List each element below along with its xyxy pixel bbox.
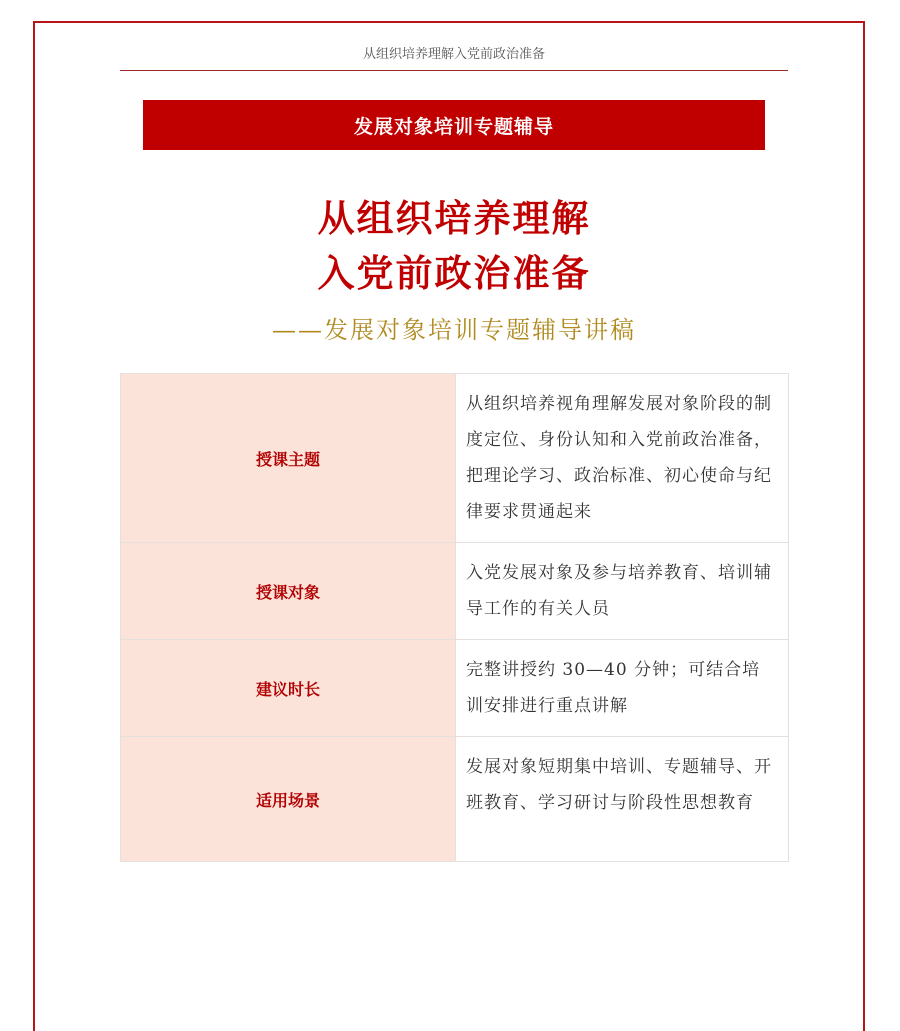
header-rule [120,70,788,71]
running-header: 从组织培养理解入党前政治准备 [362,47,545,62]
main-title-line-2: 入党前政治准备 [317,252,591,295]
table-row [121,640,789,737]
row-label-audience: 授课对象 [121,543,456,640]
subtitle: ——发展对象培训专题辅导讲稿 [272,316,636,344]
table-row [121,737,789,862]
row-value-audience: 入党发展对象及参与培养教育、培训辅导工作的有关人员 [456,543,789,640]
table-row [121,543,789,640]
course-info-table [120,373,789,862]
row-value-duration: 完整讲授约 30—40 分钟；可结合培训安排进行重点讲解 [456,640,789,737]
row-value-scenario: 发展对象短期集中培训、专题辅导、开班教育、学习研讨与阶段性思想教育 [456,737,789,862]
row-label-duration: 建议时长 [121,640,456,737]
row-label-topic: 授课主题 [121,374,456,543]
row-label-scenario: 适用场景 [121,737,456,862]
main-title-line-1: 从组织培养理解 [317,197,591,240]
table-row [121,374,789,543]
row-value-topic: 从组织培养视角理解发展对象阶段的制度定位、身份认知和入党前政治准备，把理论学习、政治标准、初心使命与纪律要求贯通起来 [456,374,789,543]
section-banner: 发展对象培训专题辅导 [143,100,765,150]
